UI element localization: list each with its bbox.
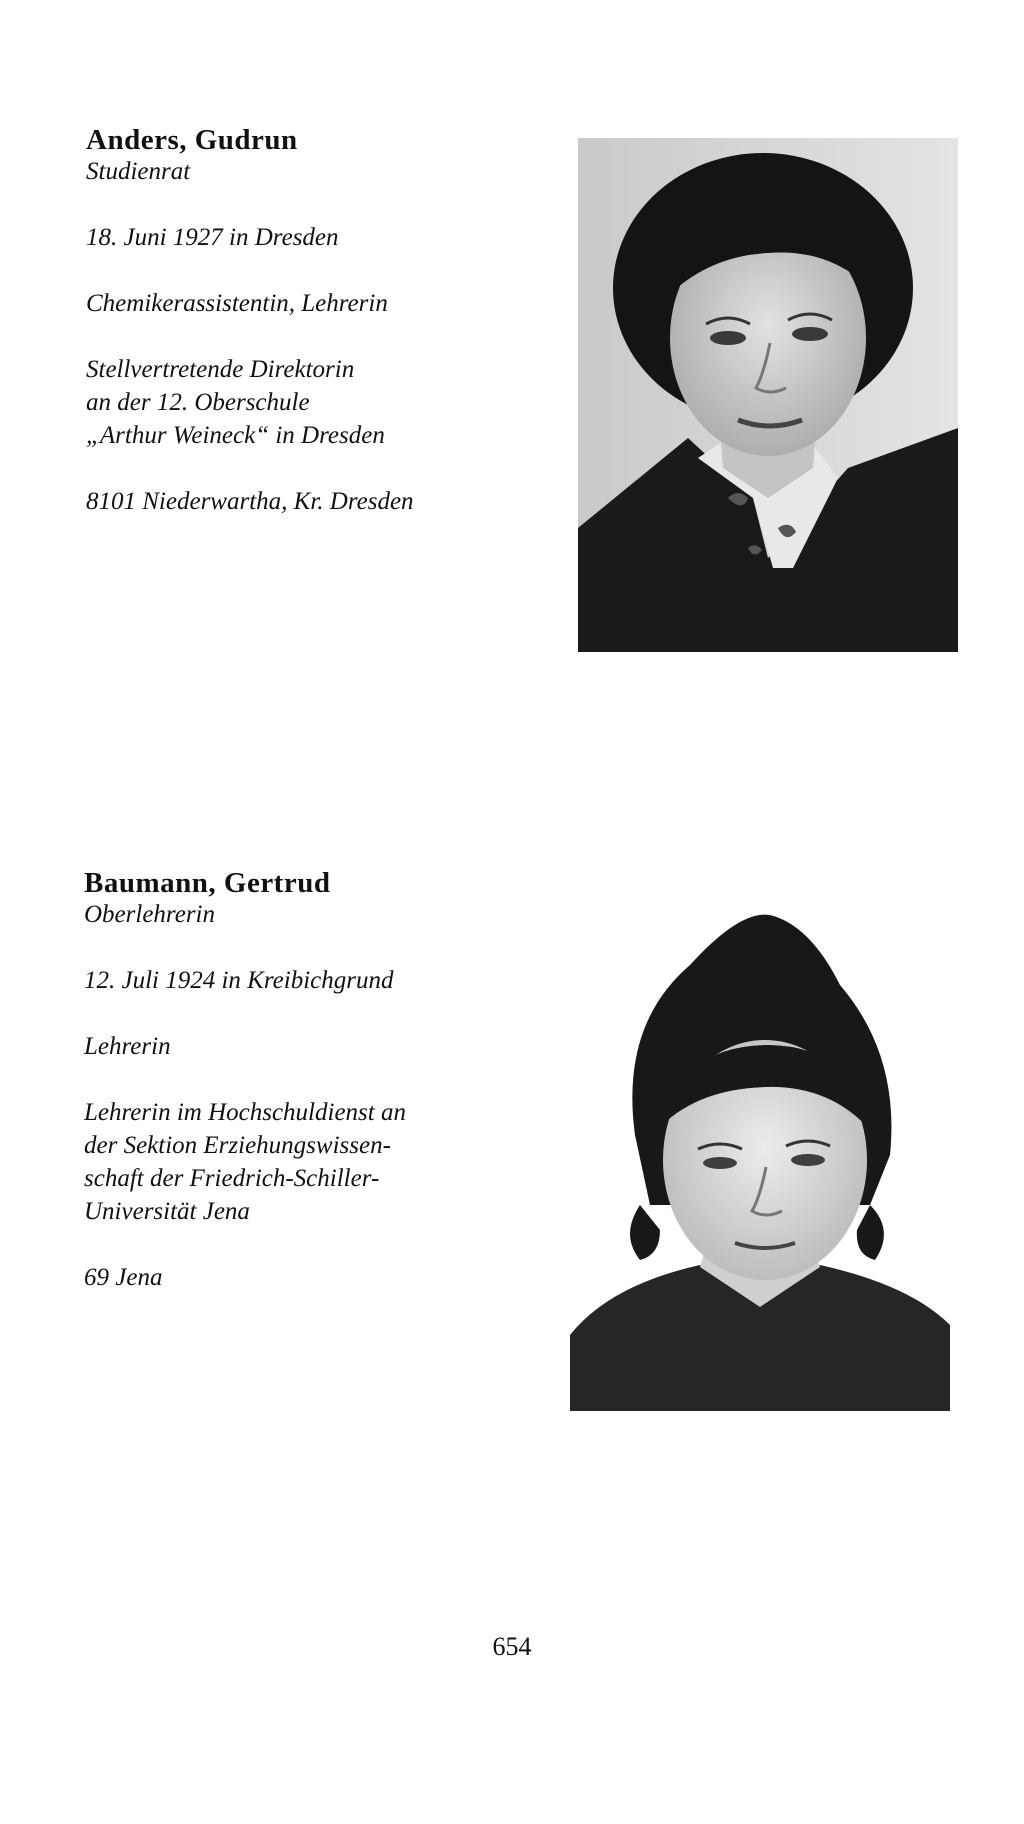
entry-position-line: „Arthur Weineck“ in Dresden: [86, 422, 385, 449]
entry-position-line: Universität Jena: [84, 1198, 250, 1225]
entry-profession: Lehrerin: [84, 1033, 171, 1060]
entry-name: Anders, Gudrun: [86, 124, 298, 156]
entry-name: Baumann, Gertrud: [84, 867, 331, 899]
entry-position-line: Lehrerin im Hochschuldienst an: [84, 1099, 406, 1126]
entry-baumann: [84, 867, 504, 1294]
page-number: 654: [492, 1632, 532, 1661]
entry-address: 69 Jena: [84, 1264, 163, 1291]
entry-position-line: der Sektion Erziehungswissen-: [84, 1132, 391, 1159]
entry-position-line: schaft der Friedrich-Schiller-: [84, 1165, 380, 1192]
portrait-photo-icon: [578, 138, 958, 652]
entry-anders: [86, 124, 506, 518]
entry-position-line: an der 12. Oberschule: [86, 389, 310, 416]
entry-address: 8101 Niederwartha, Kr. Dresden: [86, 488, 414, 515]
entry-position-line: Stellvertretende Direktorin: [86, 356, 355, 383]
entry-profession: Chemikerassistentin, Lehrerin: [86, 290, 388, 317]
entry-birth: 18. Juni 1927 in Dresden: [86, 224, 339, 251]
entry-title: Studienrat: [86, 158, 191, 185]
entry-birth: 12. Juli 1924 in Kreibichgrund: [84, 967, 394, 994]
portrait-photo-icon: [570, 905, 950, 1411]
entry-title: Oberlehrerin: [84, 901, 215, 928]
